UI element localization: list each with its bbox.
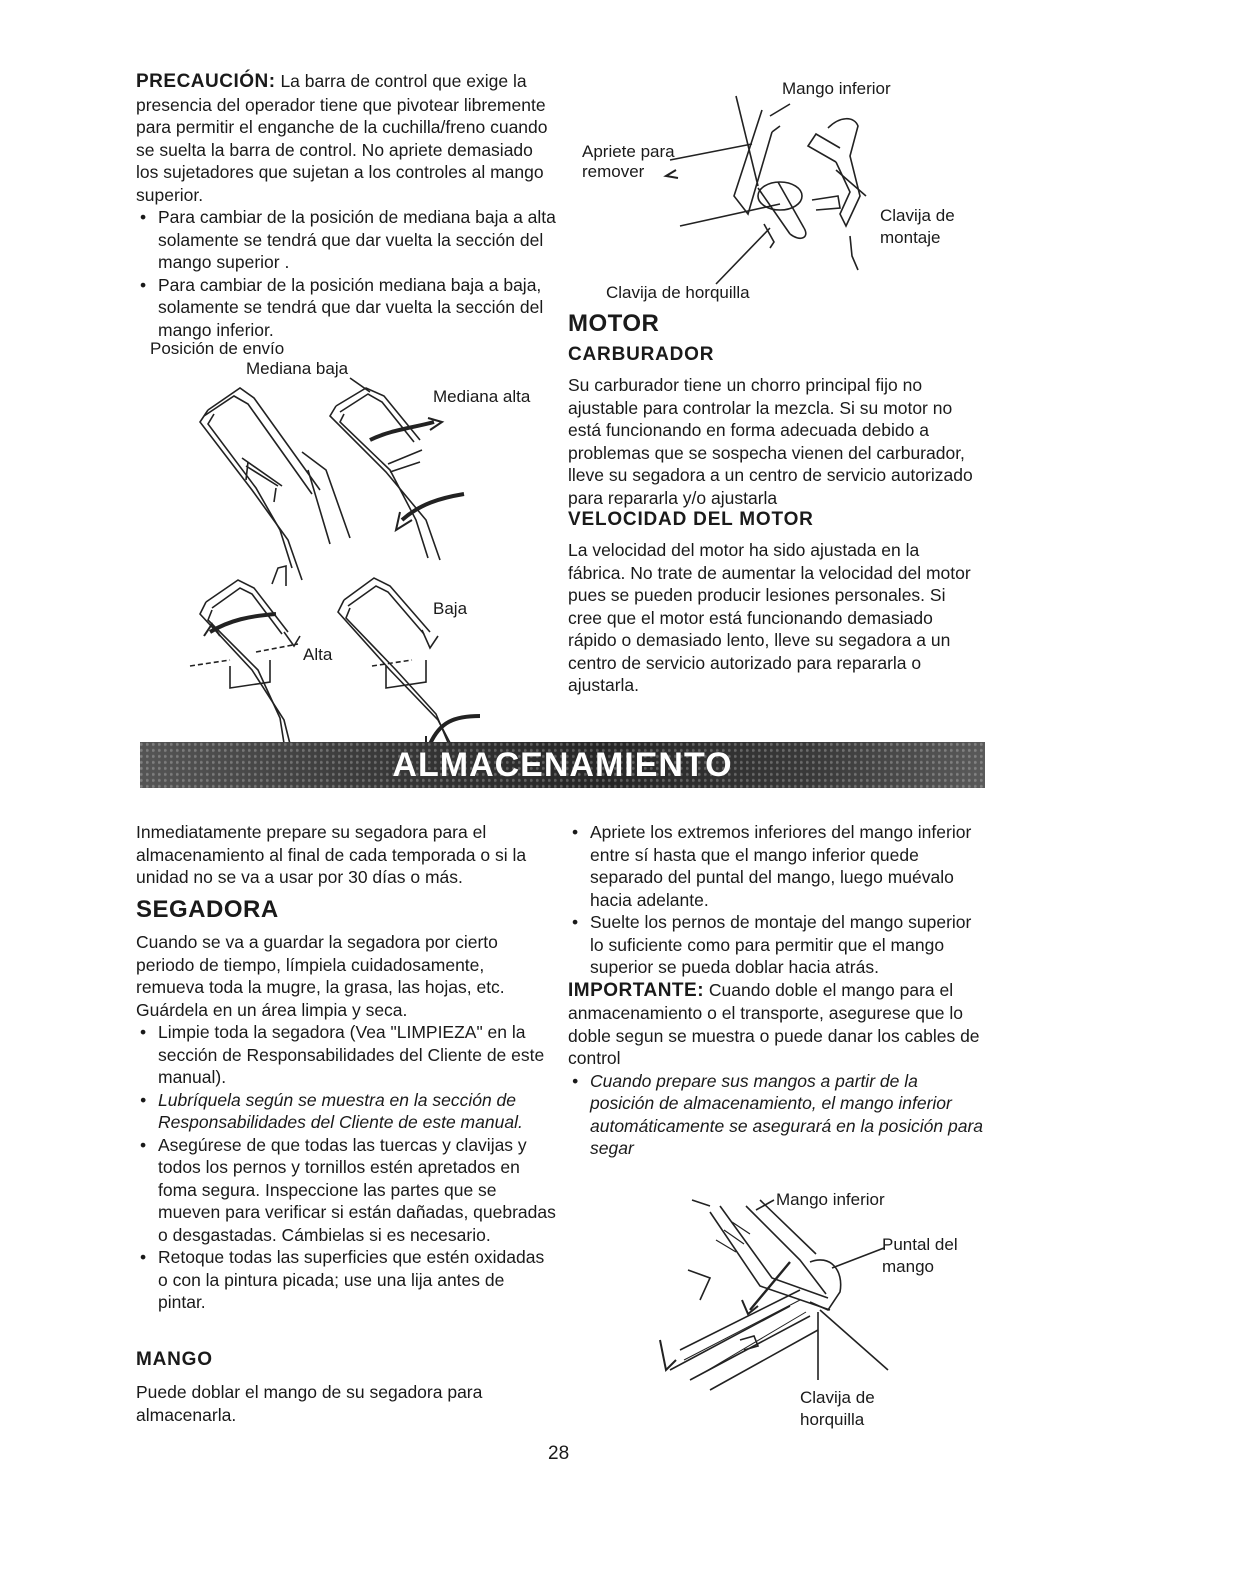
- mower-bullet: • Limpie toda la segadora (Vea "LIMPIEZA" en la sección de Responsabilidades del Cliente de este manual).: [136, 1021, 556, 1089]
- label-squeeze-line1: Apriete para: [582, 142, 675, 161]
- caution-bullets: [136, 206, 556, 341]
- label-brace-line1: Puntal del: [882, 1235, 958, 1254]
- handle-text: Puede doblar el mango de su segadora para almacenarla.: [136, 1382, 483, 1425]
- mower-block: [136, 931, 556, 1314]
- storage-banner-title: ALMACENAMIENTO: [392, 746, 733, 784]
- engine-speed-title: VELOCIDAD DEL MOTOR: [568, 509, 814, 530]
- label-hairpin-top: Clavija de horquilla: [606, 283, 750, 302]
- label-squeeze-line2: remover: [582, 162, 645, 181]
- caution-text: La barra de control que exige la presencia del operador tiene que pivotear libremente para permitir el enganche de la cuchilla/freno cuando se suelta la barra de control. No apriete demasiado los sujetadores que sujetan a los controles al mango superior.: [136, 71, 548, 205]
- caution-block: [136, 70, 556, 341]
- caution-label: PRECAUCIÓN:: [136, 71, 276, 92]
- important-label: IMPORTANTE:: [568, 979, 705, 1001]
- carburetor-title: CARBURADOR: [568, 344, 715, 365]
- page-number: 28: [548, 1443, 570, 1464]
- carburetor-text: Su carburador tiene un chorro principal fijo no ajustable para controlar la mezcla. Si su motor no está funcionando en forma adecuada debido a problemas que se sospecha vienen del carburador, lleve su segadora a un centro de servicio autorizado para repararla y/o ajustarla: [568, 375, 973, 508]
- handle-title: MANGO: [136, 1349, 213, 1370]
- handle-high-figure: [190, 566, 300, 760]
- handle-positions-illustration: [190, 370, 490, 760]
- label-mount-pin-line2: montaje: [880, 228, 941, 247]
- label-hairpin-bottom-line2: horquilla: [800, 1410, 865, 1429]
- label-medium-high: Mediana alta: [433, 387, 531, 406]
- important-paragraph: [568, 979, 983, 1070]
- storage-intro: Inmediatamente prepare su segadora para el almacenamiento al final de cada temporada o si la unidad no se va a usar por 30 días o más.: [136, 822, 527, 887]
- mower-text: Cuando se va a guardar la segadora por cierto periodo de tiempo, límpiela cuidadosamente, remueva toda la mugre, la grasa, las hojas, etc. Guárdela en un área limpia y seca.: [136, 932, 505, 1020]
- mower-title: SEGADORA: [136, 896, 279, 923]
- handle-low-figure: [338, 578, 480, 758]
- mower-bullet: • Asegúrese de que todas las tuercas y clavijas y todos los pernos y tornillos estén apretados en foma segura. Inspeccione las partes que se mueven para verificar si están dañadas, quebradas o desgastadas. Cámbielas si es necesario.: [136, 1134, 556, 1247]
- label-lower-handle-top: Mango inferior: [782, 79, 891, 98]
- pin-removal-illustration: [640, 96, 900, 296]
- motor-title: MOTOR: [568, 310, 660, 337]
- label-mount-pin-line1: Clavija de: [880, 206, 955, 225]
- mower-bullets: [136, 1021, 556, 1314]
- engine-speed-text: La velocidad del motor ha sido ajustada en la fábrica. No trate de aumentar la velocidad del motor pues se pueden producir lesiones personales. Si cree que el motor está funcionando demasiado rápido o demasiado lento, lleve su segadora a un centro de servicio autorizado para repararla o ajustarla.: [568, 540, 971, 695]
- label-hairpin-bottom-line1: Clavija de: [800, 1388, 875, 1407]
- caution-paragraph: [136, 70, 556, 206]
- label-lower-handle-bottom: Mango inferior: [776, 1190, 885, 1209]
- label-brace-line2: mango: [882, 1257, 934, 1276]
- storage-banner: [140, 742, 985, 788]
- label-high: Alta: [303, 645, 333, 664]
- mower-bullet: • Retoque todas las superficies que estén oxidadas o con la pintura picada; use una lija antes de pintar.: [136, 1246, 556, 1314]
- caution-bullet: • Para cambiar de la posición mediana baja a baja, solamente se tendrá que dar vuelta la sección del mango inferior.: [136, 274, 556, 342]
- caution-bullet: • Para cambiar de la posición de mediana baja a alta solamente se tendrá que dar vuelta la sección del mango superior .: [136, 206, 556, 274]
- handle-fold-bullets: [568, 821, 983, 979]
- important-text: Cuando doble el mango para el anmacenamiento o el transporte, asegurese que lo doble segun se muestra o puede danar los cables de control: [568, 979, 980, 1068]
- final-bullet: • Cuando prepare sus mangos a partir de la posición de almacenamiento, el mango inferior automáticamente se asegurará en la posición para segar: [568, 1070, 983, 1160]
- handle-fold-illustration: [650, 1200, 900, 1400]
- handle-fold-bullet: • Suelte los pernos de montaje del mango superior lo suficiente como para permitir que el mango superior se pueda doblar hacia atrás.: [568, 911, 983, 979]
- handle-medium-high-figure: [330, 388, 464, 560]
- label-medium-low: Mediana baja: [246, 359, 349, 378]
- storage-right-block: [568, 821, 983, 1160]
- mower-bullet: • Lubríquela según se muestra en la sección de Responsabilidades del Cliente de este manual.: [136, 1089, 556, 1134]
- label-shipping-position: Posición de envío: [150, 339, 285, 358]
- final-bullets: [568, 1070, 983, 1160]
- handle-fold-bullet: • Apriete los extremos inferiores del mango inferior entre sí hasta que el mango inferior quede separado del puntal del mango, luego muévalo hacia adelante.: [568, 821, 983, 911]
- label-low: Baja: [433, 599, 468, 618]
